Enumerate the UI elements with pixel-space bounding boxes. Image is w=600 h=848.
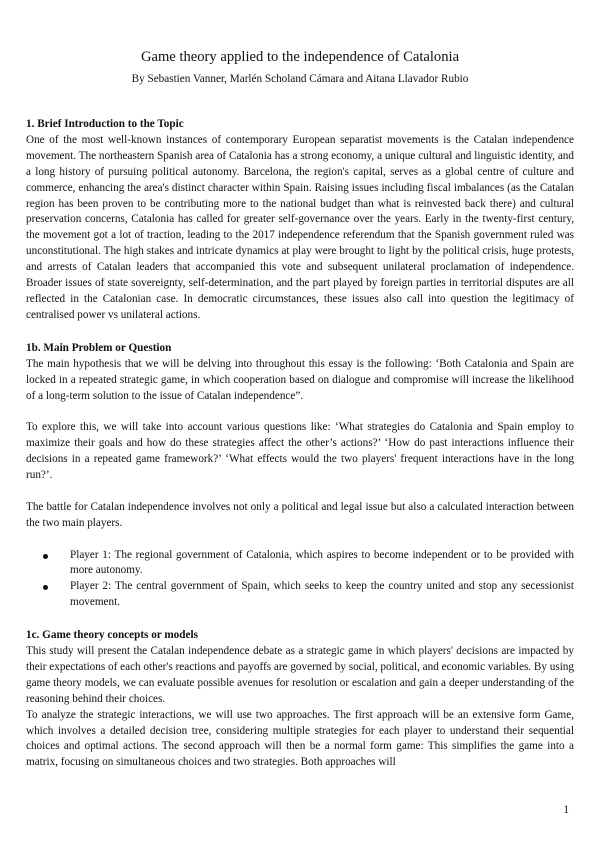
document-body [26,117,574,771]
list-item-player-1: Player 1: The regional government of Catalonia, which aspires to become independent or to be provided with more autonomy. [70,548,574,580]
document-authors: By Sebastien Vanner, Marlén Scholand Cámara and Aitana Llavador Rubio [131,73,469,85]
players-list [26,548,574,612]
section-introduction [26,117,574,324]
section-heading: 1c. Game theory concepts or models [26,629,198,642]
paragraph: The main hypothesis that we will be delving into throughout this essay is the following: ‘Both Catalonia and Spain are locked in a repeated strategic game, in which cooperation based on dialogue and compromise will increase the likelihood of a long-term solution to the issue of Catalan independence”. [26,357,574,402]
paragraph: This study will present the Catalan independence debate as a strategic game in which players' decisions are impacted by their expectations of each other's reactions and payoffs are governed by social, political, and economic variables. By using game theory models, we can evaluate possible avenues for resolution or escalation and gain a deeper understanding of the reasoning behind their choices. [26,645,574,705]
section-main-problem [26,341,574,611]
paragraph: To analyze the strategic interactions, we will use two approaches. The first approach will be an extensive form Game, which involves a detailed decision tree, considering multiple strategies for each player to understand their sequential choices and optimal actions. The second approach will then be a normal form game: This simplifies the game into a matrix, focusing on simultaneous choices and two strategies. Both approaches will [26,708,574,769]
page-number: 1 [563,804,569,816]
section-game-theory-concepts [26,628,574,771]
section-heading: 1b. Main Problem or Question [26,341,172,354]
paragraph: The battle for Catalan independence involves not only a political and legal issue but also a calculated interaction between the two main players. [26,500,574,529]
list-item-player-2: Player 2: The central government of Spain, which seeks to keep the country united and stop any secessionist movement. [70,579,574,611]
paragraph: One of the most well-known instances of contemporary European separatist movements is the Catalan independence movement. The northeastern Spanish area of Catalonia has a strong economy, a unique cultural and linguistic identity, and a long history of pursuing political autonomy. Barcelona, the region's capital, serves as a global centre of culture and commerce, enhancing the area's distinct character within Spain. Raising issues including fiscal imbalances (as the Catalan region has been proven to be contributing more to the national budget than what is reinvested back there) and cultural preservation concerns, Catalonia has called for greater self-governance over the years. Early in the twenty-first century, the movement got a lot of traction, leading to the 2017 independence referendum that the Spanish government ruled was unconstitutional. The high stakes and intricate dynamics at play were brought to light by the political crisis, huge protests, and arrests of Catalan leaders that accompanied this vote and subsequent unilateral proclamation of independence. Broader issues of state sovereignty, self-determination, and the part played by foreign parties in territorial disputes are all reflected in the Catalonian case. In democratic circumstances, these issues also call into question the legitimacy of centralised power vs unilateral actions. [26,133,574,321]
document-title: Game theory applied to the independence of Catalonia [140,49,460,65]
section-heading: 1. Brief Introduction to the Topic [26,118,184,130]
paragraph: To explore this, we will take into account various questions like: ‘What strategies do Catalonia and Spain employ to maximize their goals and how do these strategies affect the other’s actions?’ ‘How do past interactions influence their decisions in a repeated game framework?’ ‘What effects would the two players' frequent interactions have in the long run?’. [26,421,574,482]
